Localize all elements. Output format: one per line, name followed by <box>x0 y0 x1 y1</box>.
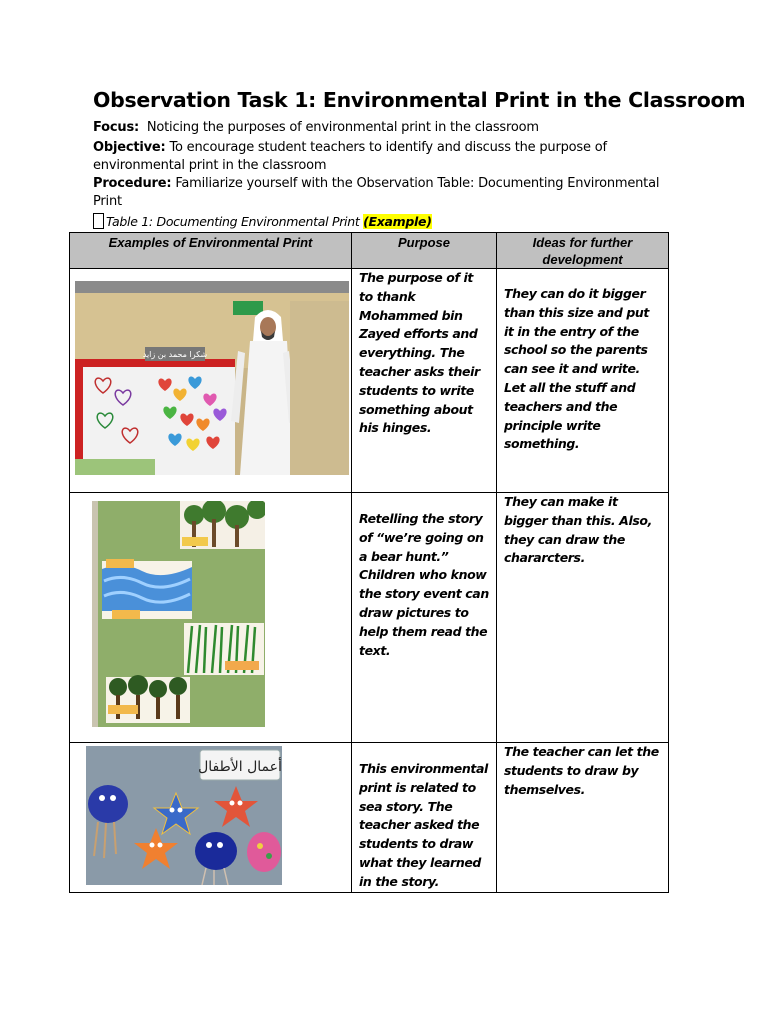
header-examples: Examples of Environmental Print <box>70 233 352 269</box>
purpose-text: The purpose of it to thank Mohammed bin Zayed efforts and everything. The teacher asks their students to write something about his hinges. <box>359 270 480 436</box>
crafts-photo-svg <box>86 746 282 885</box>
example-cell <box>70 269 352 493</box>
table-row <box>70 493 669 743</box>
purpose-cell <box>352 493 497 743</box>
header-ideas: Ideas for further development <box>497 233 669 269</box>
missing-glyph-icon <box>93 213 104 229</box>
thank-you-display-image <box>75 281 349 475</box>
thank-you-sign: شكرا محمد بن زايد <box>142 350 208 359</box>
purpose-text: Retelling the story of “we’re going on a bear hunt.” Children who know the story event can draw pictures to help them read the text. <box>359 511 489 658</box>
sea-story-crafts-image <box>86 746 282 885</box>
caption-text: Table 1: Documenting Environmental Print <box>106 214 364 229</box>
objective-line <box>93 139 673 175</box>
ideas-cell <box>497 269 669 493</box>
header-purpose: Purpose <box>352 233 497 269</box>
purpose-cell <box>352 269 497 493</box>
purpose-cell <box>352 743 497 893</box>
example-cell <box>70 493 352 743</box>
table-header-row <box>70 233 669 269</box>
objective-label: Objective: <box>93 140 166 155</box>
environmental-print-table <box>69 232 669 893</box>
children-work-sign: أعمال الأطفال <box>198 759 282 775</box>
objective-text: To encourage student teachers to identify and discuss the purpose of environmental print in the classroom <box>93 140 607 173</box>
focus-line <box>93 119 673 137</box>
ideas-text: The teacher can let the students to draw by themselves. <box>504 744 659 797</box>
procedure-text: Familiarize yourself with the Observation Table: Documenting Environmental Print <box>93 176 660 209</box>
page-title: Observation Task 1: Environmental Print in the Classroom <box>93 88 746 112</box>
ideas-text: They can make it bigger than this. Also, they can draw the chararcters. <box>504 494 652 566</box>
table-row <box>70 269 669 493</box>
board-photo-svg <box>92 501 265 727</box>
procedure-line <box>93 175 673 211</box>
caption-highlight: (Example) <box>363 214 432 229</box>
example-cell <box>70 743 352 893</box>
focus-label: Focus: <box>93 120 139 135</box>
ideas-cell <box>497 743 669 893</box>
focus-text: Noticing the purposes of environmental print in the classroom <box>146 120 539 135</box>
display-photo-svg <box>75 281 349 475</box>
bear-hunt-board-image <box>92 501 265 727</box>
table-row <box>70 743 669 893</box>
ideas-cell <box>497 493 669 743</box>
procedure-label: Procedure: <box>93 176 172 191</box>
table-caption <box>93 213 432 229</box>
purpose-text: This environmental print is related to sea story. The teacher asked the students to draw what they learned in the story. <box>359 761 488 889</box>
ideas-text: They can do it bigger than this size and put it in the entry of the school so the parents can see it and write. Let all the stuff and teachers and the principle write something. <box>504 286 649 452</box>
